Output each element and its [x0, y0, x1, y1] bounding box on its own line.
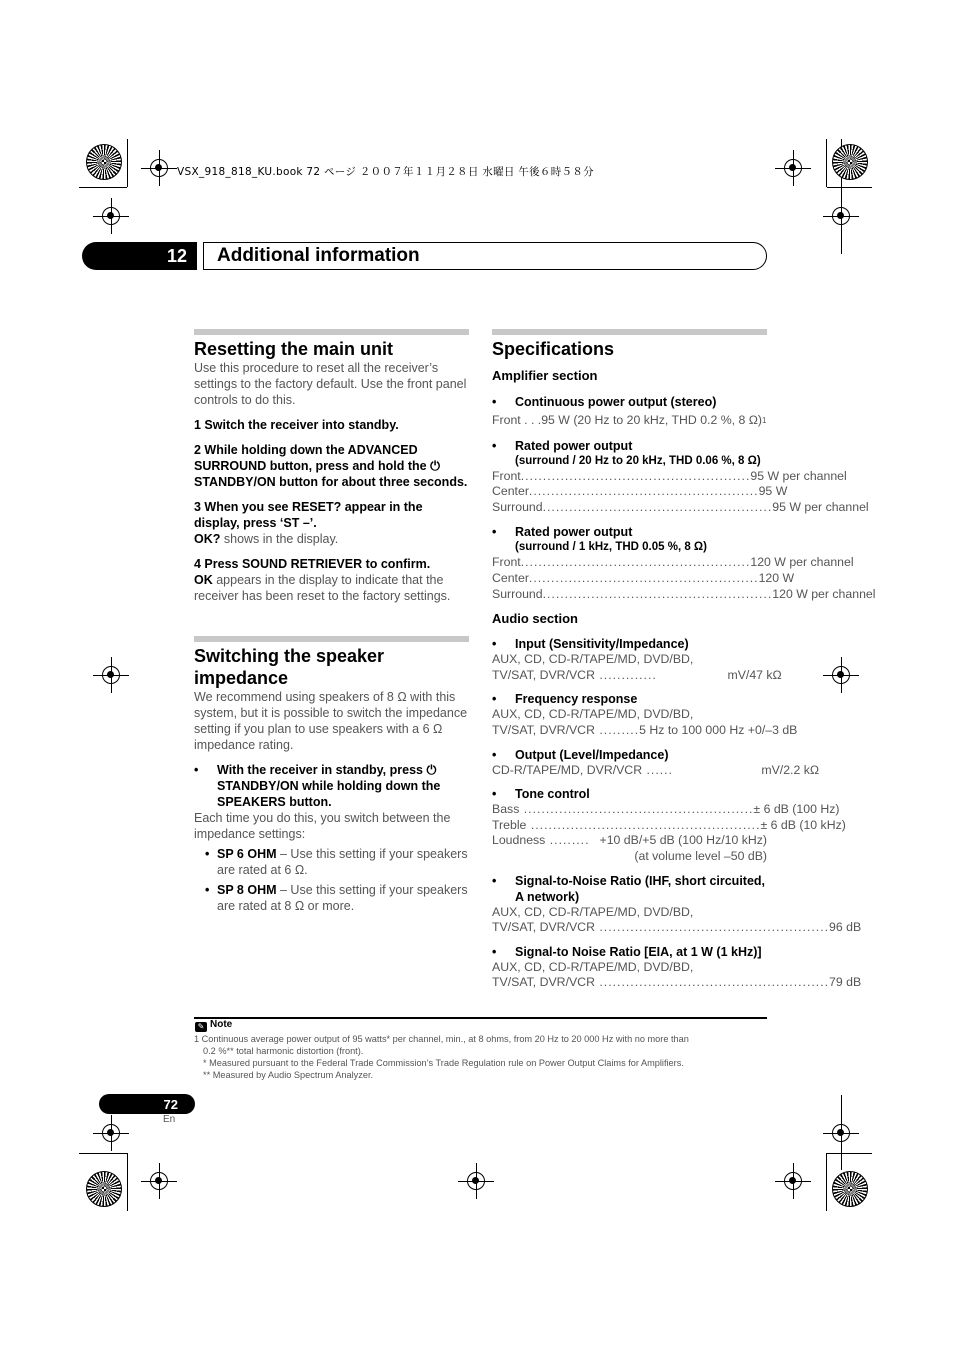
spec-label: CD-R/TAPE/MD, DVR/VCR [492, 762, 643, 777]
spec-snr-ihf: • Signal-to-Noise Ratio (IHF, short circuited, A network) [492, 873, 767, 905]
footnote-line: 1 Continuous average power output of 95 watts* per channel, min., at 8 ohms, from 20 Hz to 20 000 Hz with no more than [194, 1034, 689, 1044]
spec-row: TV/SAT, DVR/VCR .................................................... 96 dB [492, 920, 862, 935]
reset-step-4-note-text: appears in the display to indicate that the receiver has been reset to the factory settings. [194, 573, 451, 603]
spec-snr-eia: • Signal-to Noise Ratio [EIA, at 1 W (1 kHz)] [492, 944, 767, 960]
spec-value: mV/2.2 kΩ [761, 762, 820, 777]
reset-step-3-note-text: shows in the display. [220, 532, 339, 546]
note-label: Note [210, 1019, 233, 1030]
crop-mark [127, 1153, 128, 1211]
spec-row: Treble .................................................... ± 6 dB (10 kHz) [492, 817, 846, 832]
spec-row: TV/SAT, DVR/VCR ............. mV/47 kΩ [492, 667, 782, 682]
spec-value: ± 6 dB (10 kHz) [760, 817, 846, 832]
list-item [194, 846, 469, 878]
page-number: 72 [99, 1094, 195, 1114]
spec-row [492, 652, 767, 668]
section-bar [492, 329, 767, 335]
spec-row: CD-R/TAPE/MD, DVR/VCR ...... mV/2.2 kΩ [492, 762, 820, 777]
spec-value: 120 W per channel [750, 555, 854, 570]
footnote-ref: 1 [762, 416, 767, 425]
chapter-header [203, 242, 767, 270]
spec-label: Loudness [492, 833, 546, 848]
spec-value: mV/47 kΩ [727, 667, 782, 682]
spec-row: Front .................................................... 95 W per channel [492, 468, 847, 483]
note-divider [194, 1017, 767, 1019]
spec-row: Loudness ......... +10 dB/+5 dB (100 Hz/10 kHz) [492, 833, 767, 848]
spec-label: TV/SAT, DVR/VCR [492, 722, 595, 737]
spec-label: Surround [492, 586, 543, 601]
spec-value: 79 dB [829, 975, 862, 990]
sunburst-mark-icon [832, 144, 868, 180]
option-desc: – Use this setting if your speakers are rated at 8 Ω or more. [217, 883, 468, 913]
sunburst-mark-icon [86, 1171, 122, 1207]
registration-mark-icon [150, 1172, 168, 1190]
registration-mark-icon [102, 1124, 120, 1142]
audio-section-heading: Audio section [492, 611, 578, 627]
spec-row: Bass .................................................... ± 6 dB (100 Hz) [492, 802, 840, 817]
spec-label: Surround [492, 499, 543, 514]
note-pencil-icon: ✎ [195, 1022, 207, 1032]
registration-mark-icon [832, 207, 850, 225]
spec-rated-power-2-sub: (surround / 1 kHz, THD 0.05 %, 8 Ω) [515, 541, 707, 554]
registration-mark-icon [102, 207, 120, 225]
spec-row: Center .................................................... 95 W [492, 484, 788, 499]
spec-label: AUX, CD, CD-R/TAPE/MD, DVD/BD, [492, 904, 694, 919]
spec-label: AUX, CD, CD-R/TAPE/MD, DVD/BD, [492, 652, 694, 667]
registration-mark-icon [467, 1172, 485, 1190]
spec-label: Center [492, 484, 529, 499]
spec-value: +10 dB/+5 dB (100 Hz/10 kHz) [599, 833, 767, 848]
spec-row: TV/SAT, DVR/VCR .................................................... 79 dB [492, 975, 862, 990]
sunburst-mark-icon [832, 1171, 868, 1207]
right-column [492, 329, 876, 991]
spec-row: Surround .................................................... 95 W per channel [492, 499, 869, 514]
spec-frequency-response: • Frequency response [492, 691, 767, 707]
registration-mark-icon [150, 159, 168, 177]
section-title-resetting: Resetting the main unit [194, 339, 394, 359]
footnote-line: ** Measured by Audio Spectrum Analyzer. [203, 1070, 374, 1080]
spec-rated-power-1: • Rated power output [492, 438, 767, 454]
spec-row [492, 960, 767, 976]
spec-row: Front .................................................... 120 W per channel [492, 555, 854, 570]
crop-mark [79, 187, 127, 188]
spec-output: • Output (Level/Impedance) [492, 747, 767, 763]
spec-value: 95 W per channel [772, 499, 869, 514]
section-bar [194, 636, 469, 642]
spec-rated-power-2: • Rated power output [492, 524, 767, 540]
spec-row: Center .................................................... 120 W [492, 570, 795, 585]
spec-label: AUX, CD, CD-R/TAPE/MD, DVD/BD, [492, 959, 694, 974]
crop-mark [827, 187, 872, 188]
crop-mark [826, 139, 827, 187]
spec-value: Front . . .95 W (20 Hz to 20 kHz, THD 0.2 %, 8 Ω) [492, 413, 763, 427]
resetting-intro: Use this procedure to reset all the receiver’s settings to the factory default. Use the front panel controls to do this. [194, 361, 467, 407]
section-title-impedance: Switching the speaker impedance [194, 646, 385, 688]
sunburst-mark-icon [86, 144, 122, 180]
section-bar [194, 329, 469, 335]
spec-row [492, 413, 767, 429]
spec-value: 96 dB [829, 920, 862, 935]
section-title-specifications: Specifications [492, 339, 615, 359]
impedance-intro: We recommend using speakers of 8 Ω with this system, but it is possible to switch the impedance setting if you plan to use speakers with a 6 Ω impedance rating. [194, 690, 468, 752]
spec-label: TV/SAT, DVR/VCR [492, 667, 595, 682]
impedance-bullet-text: With the receiver in standby, press ⏻ STANDBY/ON while holding down the SPEAKERS button. [217, 763, 441, 809]
display-text-ok: OK [194, 573, 213, 587]
reset-step-4-note [194, 572, 469, 604]
display-text-ok: OK? [194, 532, 221, 546]
spec-label: Treble [492, 817, 527, 832]
reset-step-3: 3 When you see RESET? appear in the display, press ‘ST –’. [194, 500, 423, 530]
left-column [194, 329, 469, 914]
crop-mark [79, 1153, 127, 1154]
amplifier-section-heading: Amplifier section [492, 368, 598, 383]
crop-mark [827, 1153, 872, 1154]
footnote-line: * Measured pursuant to the Federal Trade Commission’s Trade Regulation rule on Power Output Claims for Amplifiers. [203, 1058, 684, 1068]
spec-label: AUX, CD, CD-R/TAPE/MD, DVD/BD, [492, 707, 694, 722]
spec-value: 95 W per channel [750, 468, 847, 483]
spec-label: Center [492, 570, 529, 585]
registration-mark-icon [832, 666, 850, 684]
crop-mark [127, 139, 128, 187]
list-item [194, 882, 469, 914]
spec-row: Surround .................................................... 120 W per channel [492, 586, 876, 601]
chapter-number: 12 [82, 242, 197, 270]
spec-label: Front [492, 555, 521, 570]
spec-rated-power-1-sub: (surround / 20 Hz to 20 kHz, THD 0.06 %, 8 Ω) [515, 454, 761, 467]
print-info-line: VSX_918_818_KU.book 72 ページ ２００７年１１月２８日 水曜日 午後６時５８分 [177, 166, 594, 178]
spec-tone-control: • Tone control [492, 786, 767, 802]
spec-row: TV/SAT, DVR/VCR ......... 5 Hz to 100 000 Hz +0/–3 dB [492, 722, 798, 737]
spec-continuous-power: • Continuous power output (stereo) [492, 394, 767, 410]
option-name: SP 6 OHM [217, 847, 277, 861]
spec-row [492, 707, 767, 723]
footnotes [194, 1033, 767, 1081]
spec-value: 120 W per channel [772, 586, 876, 601]
footnote-line: 0.2 %** total harmonic distortion (front). [203, 1046, 364, 1056]
spec-value: 5 Hz to 100 000 Hz +0/–3 dB [639, 722, 798, 737]
impedance-after: Each time you do this, you switch between the impedance settings: [194, 811, 451, 841]
spec-label: Front [492, 468, 521, 483]
reset-step-3-note [194, 531, 469, 547]
tone-note: (at volume level –50 dB) [634, 848, 767, 863]
spec-label: TV/SAT, DVR/VCR [492, 920, 595, 935]
spec-label: TV/SAT, DVR/VCR [492, 975, 595, 990]
spec-input: • Input (Sensitivity/Impedance) [492, 636, 767, 652]
registration-mark-icon [784, 159, 802, 177]
spec-value: 95 W [758, 484, 788, 499]
option-desc: – Use this setting if your speakers are rated at 6 Ω. [217, 847, 468, 877]
reset-step-2: 2 While holding down the ADVANCED SURROUND button, press and hold the ⏻ STANDBY/ON button for about three seconds. [194, 443, 468, 489]
spec-row [492, 905, 767, 921]
registration-mark-icon [102, 666, 120, 684]
impedance-bullet: • With the receiver in standby, press ⏻ STANDBY/ON while holding down the SPEAKERS button. [194, 763, 441, 809]
impedance-options [194, 846, 469, 914]
crop-mark [826, 1153, 827, 1211]
reset-step-1: 1 Switch the receiver into standby. [194, 418, 399, 432]
spec-label: Bass [492, 802, 520, 817]
option-name: SP 8 OHM [217, 883, 277, 897]
page-language: En [163, 1114, 176, 1125]
reset-step-4: 4 Press SOUND RETRIEVER to confirm. [194, 557, 431, 571]
registration-mark-icon [832, 1124, 850, 1142]
registration-mark-icon [784, 1172, 802, 1190]
spec-value: 120 W [758, 570, 795, 585]
chapter-title: Additional information [217, 245, 420, 266]
spec-value: ± 6 dB (100 Hz) [753, 802, 840, 817]
